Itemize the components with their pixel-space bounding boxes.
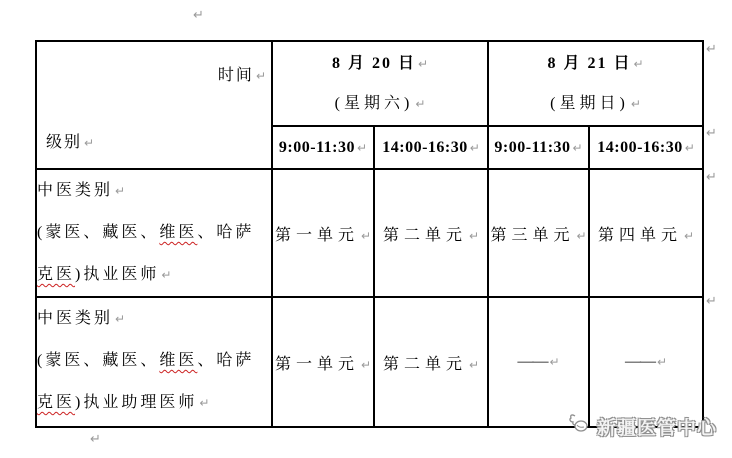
paragraph-mark: ↵ [684,228,695,243]
unit-cell [272,297,374,427]
time-slot: 9:00-11:30 [278,138,356,156]
category-detail: (蒙医、藏医、 [37,352,160,369]
category-title: 中医类别 [37,310,114,327]
paragraph-mark: ↵ [656,355,668,369]
unit-text: 第三单元 [490,226,575,244]
corner-time-label: 时间 [217,67,254,84]
day-weekday: (星期日) [550,94,629,112]
paragraph-mark: ↵ [549,355,560,369]
time-slot: 9:00-11:30 [494,138,571,156]
day-header-cell [488,41,703,126]
day-weekday-line [489,84,702,124]
paragraph-mark: ↵ [468,228,480,243]
table-row-days [36,41,703,126]
category-title: 中医类别 [37,182,114,199]
day-date: 8 月 21 日 [547,54,632,72]
category-detail-misspelled: 维医 [159,224,198,241]
category-cell [36,169,272,297]
corner-header-cell [36,41,272,169]
watermark [568,412,717,441]
paragraph-mark: ↵ [360,357,372,372]
paragraph-mark: ↵ [193,8,204,23]
category-detail-misspelled: 维医 [159,352,198,369]
exam-schedule-table [35,40,704,428]
day-weekday-line [273,84,487,124]
table-row-physician [36,169,703,297]
watermark-text: 新疆医管中心 [597,418,718,439]
category-cell [36,297,272,427]
unit-cell-empty [589,297,703,427]
time-slot: 14:00-16:30 [382,138,468,156]
category-detail-misspelled: 克医 [37,394,76,411]
paragraph-mark: ↵ [360,228,372,243]
row-end-mark: ↵ [706,170,717,185]
unit-cell [374,297,488,427]
paragraph-mark: ↵ [115,184,126,198]
paragraph-mark: ↵ [576,228,587,243]
dash-placeholder: —— [517,353,548,370]
corner-level-label: 级别 [46,134,83,151]
unit-cell [272,169,374,297]
paragraph-mark: ↵ [90,432,101,447]
unit-text: 第二单元 [382,355,467,373]
unit-cell [488,169,589,297]
paragraph-mark: ↵ [115,312,126,326]
paragraph-mark: ↵ [161,268,172,282]
time-header-cell [272,126,374,169]
dash-placeholder: —— [624,353,655,370]
corner-level-label-line [46,129,94,152]
unit-cell [374,169,488,297]
day-header-cell [272,41,488,126]
row-end-mark: ↵ [706,294,717,309]
time-header-cell [488,126,589,169]
category-detail: 、哈萨 [197,352,255,369]
paragraph-mark: ↵ [630,96,641,111]
category-detail: 、哈萨 [197,224,255,241]
corner-time-label-line [218,62,266,85]
paragraph-mark: ↵ [255,69,266,83]
table-row-assistant-physician [36,297,703,427]
row-end-mark: ↵ [706,42,717,57]
unit-cell [589,169,703,297]
unit-text: 第一单元 [274,355,359,373]
category-detail: )执业医师 [75,266,160,283]
unit-text: 第一单元 [274,226,359,244]
time-header-cell [589,126,703,169]
paragraph-mark: ↵ [415,96,426,111]
time-slot: 14:00-16:30 [597,138,683,156]
unit-cell-empty [488,297,589,427]
category-detail: )执业助理医师 [75,394,198,411]
paragraph-mark: ↵ [572,140,583,155]
row-end-mark: ↵ [706,126,717,141]
day-date: 8 月 20 日 [331,54,416,72]
paragraph-mark: ↵ [684,140,695,155]
day-date-line [273,44,487,84]
paragraph-mark: ↵ [633,56,644,71]
category-detail-misspelled: 克医 [37,266,76,283]
paragraph-mark: ↵ [417,56,429,71]
paragraph-mark: ↵ [469,140,480,155]
day-date-line [489,44,702,84]
watermark-logo-icon [568,412,594,441]
paragraph-mark: ↵ [84,136,95,150]
unit-text: 第四单元 [597,226,682,244]
time-header-cell [374,126,488,169]
paragraph-mark: ↵ [357,140,368,155]
paragraph-mark: ↵ [199,396,210,410]
day-weekday: (星期六) [334,94,414,112]
category-detail: (蒙医、藏医、 [37,224,160,241]
paragraph-mark: ↵ [468,357,480,372]
unit-text: 第二单元 [382,226,467,244]
